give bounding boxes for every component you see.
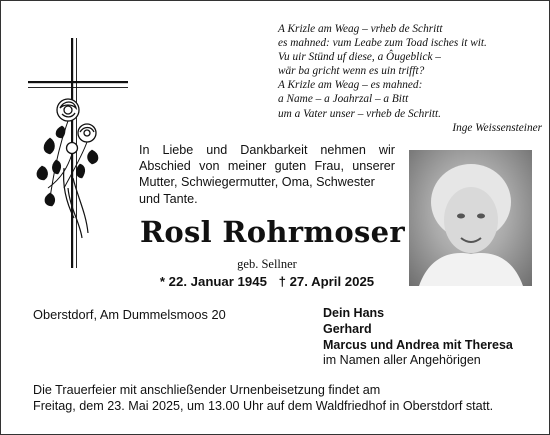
poem-line: es mahned: vum Leabe zum Toad isches it wit. (278, 37, 487, 50)
intro-text (139, 142, 395, 207)
mourner-name: Marcus und Andrea mit Theresa (323, 337, 513, 352)
life-dates (140, 274, 394, 289)
birth-date: * 22. Januar 1945 (159, 274, 267, 289)
mourners-note: im Namen aller Angehörigen (323, 353, 481, 368)
mourner-name: Dein Hans (323, 306, 385, 320)
intro-paragraph: In Liebe und Dankbarkeit nehmen wir Abschied von meiner guten Frau, unserer Mutter, Schwiegermutter, Oma, Schwester (139, 143, 395, 190)
funeral-info (33, 382, 523, 415)
poem-line: Vu uir Stünd uf diese, a Ôugeblick – (278, 51, 441, 64)
maiden-name: geb. Sellner (237, 257, 297, 271)
deceased-name: Rosl Rohrmoser (140, 215, 405, 249)
poem-author: Inge Weissensteiner (452, 121, 542, 134)
mourner-name: Gerhard (323, 321, 372, 336)
funeral-line: Die Trauerfeier mit anschließender Urnenbeisetzung findet am (33, 383, 381, 397)
poem-line: um a Vater unser – vrheb de Schritt. (278, 107, 441, 120)
intro-last-line: und Tante. (139, 191, 198, 206)
mourners-list (323, 306, 513, 369)
portrait-photo (409, 150, 532, 286)
poem (278, 22, 542, 135)
poem-line: a Name – a Joahrzal – a Bitt (278, 93, 409, 106)
poem-line: A Krizle am Weag – vrheb de Schritt (278, 23, 443, 35)
cross-with-roses-icon (28, 38, 128, 268)
death-date: † 27. April 2025 (278, 274, 375, 289)
address: Oberstdorf, Am Dummelsmoos 20 (33, 307, 226, 322)
poem-line: A Krizle am Weag – es mahned: (278, 79, 423, 92)
funeral-line: Freitag, dem 23. Mai 2025, um 13.00 Uhr auf dem Waldfriedhof in Oberstdorf statt. (33, 399, 494, 414)
poem-line: wär ba gricht wenn es uin trifft? (278, 65, 425, 78)
